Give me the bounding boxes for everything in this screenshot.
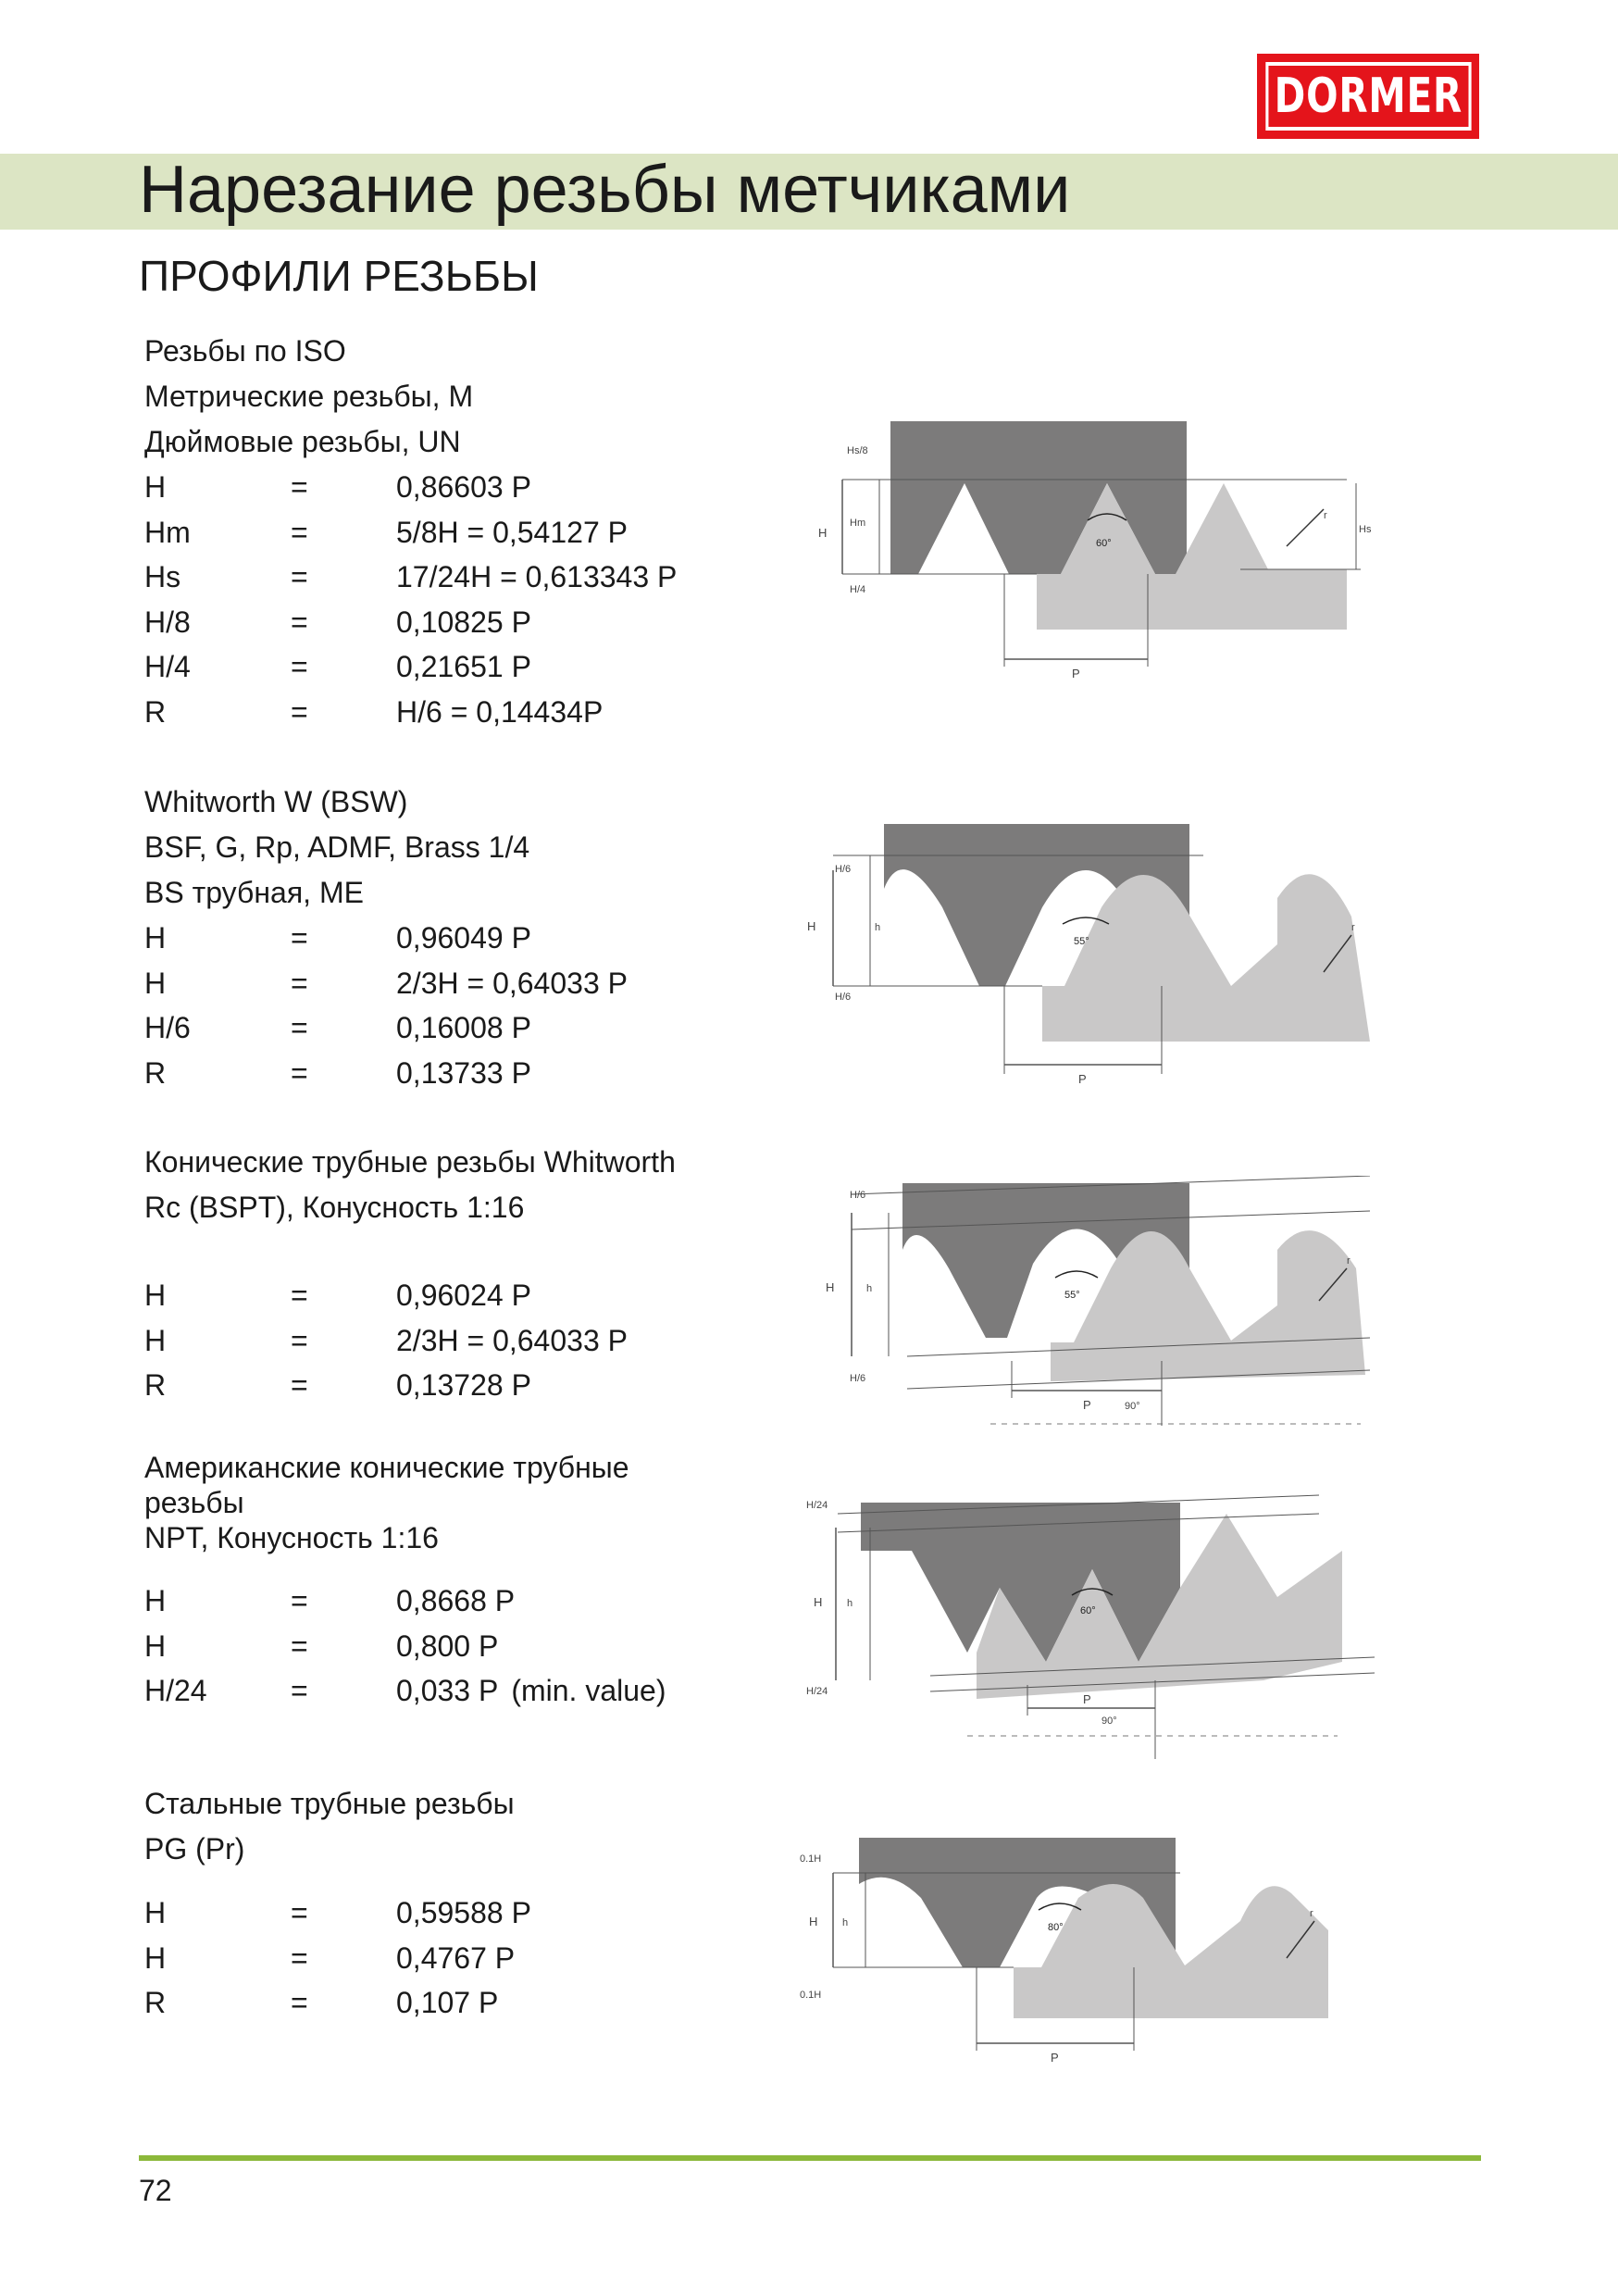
formula-row <box>144 1624 737 1669</box>
page-title: Нарезание резьбы метчиками <box>139 153 1071 227</box>
angle-label: 55° <box>1074 936 1089 947</box>
dimension-label: H/24 <box>806 1686 828 1697</box>
formula-equals: = <box>291 921 308 955</box>
formula-symbol: H <box>144 1628 167 1663</box>
radius-label: r <box>1324 510 1327 521</box>
section-whitworth <box>144 780 737 1095</box>
formula-row <box>144 465 737 510</box>
formula-value: 0,16008 P <box>396 1011 531 1044</box>
section-line: BSF, G, Rp, ADMF, Brass 1/4 <box>144 830 530 864</box>
dimension-label: h <box>875 922 881 933</box>
angle-label: 80° <box>1048 1922 1064 1933</box>
formula-symbol: H <box>144 966 167 1000</box>
formula-note: (min. value) <box>511 1674 666 1707</box>
pitch-label: P <box>1083 1398 1091 1412</box>
formula-symbol: H <box>144 1323 167 1357</box>
dimension-label: H <box>809 1915 818 1928</box>
bspt-thread-diagram <box>815 1176 1379 1444</box>
section-line: Дюймовые резьбы, UN <box>144 425 461 458</box>
section-line: Американские конические трубные <box>144 1451 629 1484</box>
footer-rule <box>139 2155 1481 2161</box>
section-line: Конические трубные резьбы Whitworth <box>144 1145 676 1179</box>
formula-row <box>144 1318 737 1364</box>
pitch-label: P <box>1078 1072 1087 1086</box>
radius-label: r <box>1310 1908 1313 1919</box>
spacer <box>144 1872 737 1890</box>
formula-equals: = <box>291 694 308 729</box>
section-bspt <box>144 1140 737 1408</box>
formula-value: 0,8668 P <box>396 1584 516 1617</box>
dimension-label: Hm <box>850 518 866 529</box>
formula-equals: = <box>291 1628 308 1663</box>
formula-row <box>144 644 737 690</box>
bolt-profile <box>1051 1230 1365 1381</box>
section-line: Стальные трубные резьбы <box>144 1787 515 1820</box>
formula-row <box>144 510 737 555</box>
pg-thread-diagram <box>796 1828 1351 2069</box>
formula-value: 0,13733 P <box>396 1055 531 1090</box>
dimension-label: H/6 <box>835 864 852 875</box>
formula-equals: = <box>291 1940 308 1975</box>
formula-symbol: H <box>144 921 167 955</box>
page-number: 72 <box>139 2174 172 2207</box>
formula-value: 0,107 P <box>396 1986 499 2019</box>
formula-equals: = <box>291 650 308 683</box>
formula-equals: = <box>291 1368 308 1402</box>
section-line: Резьбы по ISO <box>144 334 346 368</box>
npt-thread-diagram <box>801 1486 1375 1773</box>
dormer-logo <box>1257 54 1479 139</box>
formula-value: 2/3H = 0,64033 P <box>396 1323 628 1357</box>
formula-row <box>144 1273 737 1318</box>
formula-value: 0,96049 P <box>396 921 531 955</box>
angle-label: 60° <box>1096 538 1112 549</box>
formula-equals: = <box>291 1674 308 1707</box>
dimension-label: H <box>814 1595 823 1609</box>
dimension-label: Hs/8 <box>847 445 868 456</box>
formula-value: 0,96024 P <box>396 1279 531 1312</box>
dimension-label: 0.1H <box>800 1853 822 1865</box>
dimension-label: H <box>818 526 828 540</box>
pitch-label: P <box>1051 2051 1059 2065</box>
formula-value: 2/3H = 0,64033 P <box>396 966 628 1000</box>
section-line: резьбы <box>144 1486 244 1519</box>
formula-equals: = <box>291 1896 308 1929</box>
formula-symbol: H <box>144 1584 167 1617</box>
section-line: PG (Pr) <box>144 1832 245 1866</box>
radius-label: r <box>1347 1255 1350 1267</box>
formula-value: 0,59588 P <box>396 1896 531 1929</box>
dimension-label: H/6 <box>850 1190 866 1201</box>
radius-label: r <box>1351 922 1355 933</box>
formula-equals: = <box>291 605 308 639</box>
formula-symbol: H <box>144 1896 167 1929</box>
formula-value: 0,4767 P <box>396 1940 516 1975</box>
formula-value: 0,800 P <box>396 1628 499 1663</box>
formula-row <box>144 916 737 961</box>
formula-value-text: 0,033 P <box>396 1674 499 1707</box>
logo-text: DORMER <box>1265 62 1471 131</box>
dimension-label: h <box>842 1917 849 1928</box>
formula-row <box>144 600 737 645</box>
formula-value: 0,13728 P <box>396 1368 531 1402</box>
formula-value: 5/8H = 0,54127 P <box>396 515 628 549</box>
angle-label: 60° <box>1080 1605 1096 1616</box>
formula-value: H/6 = 0,14434P <box>396 694 604 729</box>
bolt-profile <box>1042 874 1370 1042</box>
dimension-label: h <box>866 1283 873 1294</box>
section-pg <box>144 1781 737 2026</box>
formula-row <box>144 1936 737 1981</box>
formula-value: 0,21651 P <box>396 650 531 683</box>
section-line: Whitworth W (BSW) <box>144 785 408 818</box>
formula-row <box>144 690 737 735</box>
taper-angle-label: 90° <box>1125 1401 1140 1412</box>
section-line: Rc (BSPT), Конусность 1:16 <box>144 1191 525 1224</box>
formula-symbol: H/24 <box>144 1674 207 1707</box>
dimension-label: H/6 <box>850 1373 866 1384</box>
formula-value: 0,10825 P <box>396 605 531 639</box>
formula-value: 0,86603 P <box>396 470 531 504</box>
formula-symbol: Hm <box>144 515 191 549</box>
iso-thread-diagram <box>805 407 1379 704</box>
dimension-label: h <box>847 1598 853 1609</box>
formula-symbol: H/4 <box>144 650 191 683</box>
spacer <box>144 1230 737 1273</box>
formula-equals: = <box>291 1323 308 1357</box>
formula-row <box>144 1980 737 2026</box>
page-subtitle: ПРОФИЛИ РЕЗЬБЫ <box>139 252 539 300</box>
formula-equals: = <box>291 470 308 504</box>
formula-equals: = <box>291 1584 308 1617</box>
whitworth-thread-diagram <box>796 815 1370 1092</box>
formula-symbol: H <box>144 1940 167 1975</box>
dimension-label: H <box>807 919 816 933</box>
formula-row <box>144 1005 737 1051</box>
formula-row <box>144 1890 737 1936</box>
taper-angle-label: 90° <box>1101 1716 1117 1727</box>
formula-symbol: H/8 <box>144 605 191 639</box>
formula-equals: = <box>291 1986 308 2019</box>
dimension-label: 0.1H <box>800 1990 822 2001</box>
formula-value <box>396 1668 666 1714</box>
formula-equals: = <box>291 515 308 549</box>
formula-equals: = <box>291 560 308 593</box>
formula-symbol: Hs <box>144 560 181 593</box>
pitch-label: P <box>1072 667 1080 680</box>
formula-row <box>144 1363 737 1408</box>
section-iso <box>144 329 737 734</box>
formula-row <box>144 1051 737 1096</box>
dimension-label: H <box>826 1280 835 1294</box>
dimension-label: H/24 <box>806 1500 828 1511</box>
dimension-label: H/6 <box>835 992 852 1003</box>
spacer <box>144 1556 737 1578</box>
formula-row <box>144 961 737 1006</box>
formula-value: 17/24H = 0,613343 P <box>396 560 678 593</box>
section-line: NPT, Конусность 1:16 <box>144 1521 439 1554</box>
pitch-label: P <box>1083 1692 1091 1706</box>
formula-symbol: H <box>144 1279 167 1312</box>
formula-symbol: R <box>144 1055 167 1090</box>
formula-symbol: R <box>144 694 167 729</box>
section-line: Метрические резьбы, M <box>144 380 474 413</box>
dimension-label: H/4 <box>850 584 866 595</box>
formula-symbol: R <box>144 1986 167 2019</box>
formula-equals: = <box>291 1055 308 1090</box>
formula-row <box>144 555 737 600</box>
formula-symbol: R <box>144 1368 167 1402</box>
section-npt <box>144 1449 737 1714</box>
dimension-label: Hs <box>1359 524 1372 535</box>
formula-row <box>144 1668 737 1714</box>
formula-equals: = <box>291 1279 308 1312</box>
angle-label: 55° <box>1064 1290 1080 1301</box>
formula-symbol: H <box>144 470 167 504</box>
section-line: BS трубная, ME <box>144 876 364 909</box>
formula-equals: = <box>291 966 308 1000</box>
formula-symbol: H/6 <box>144 1011 191 1044</box>
formula-row <box>144 1578 737 1624</box>
formula-equals: = <box>291 1011 308 1044</box>
